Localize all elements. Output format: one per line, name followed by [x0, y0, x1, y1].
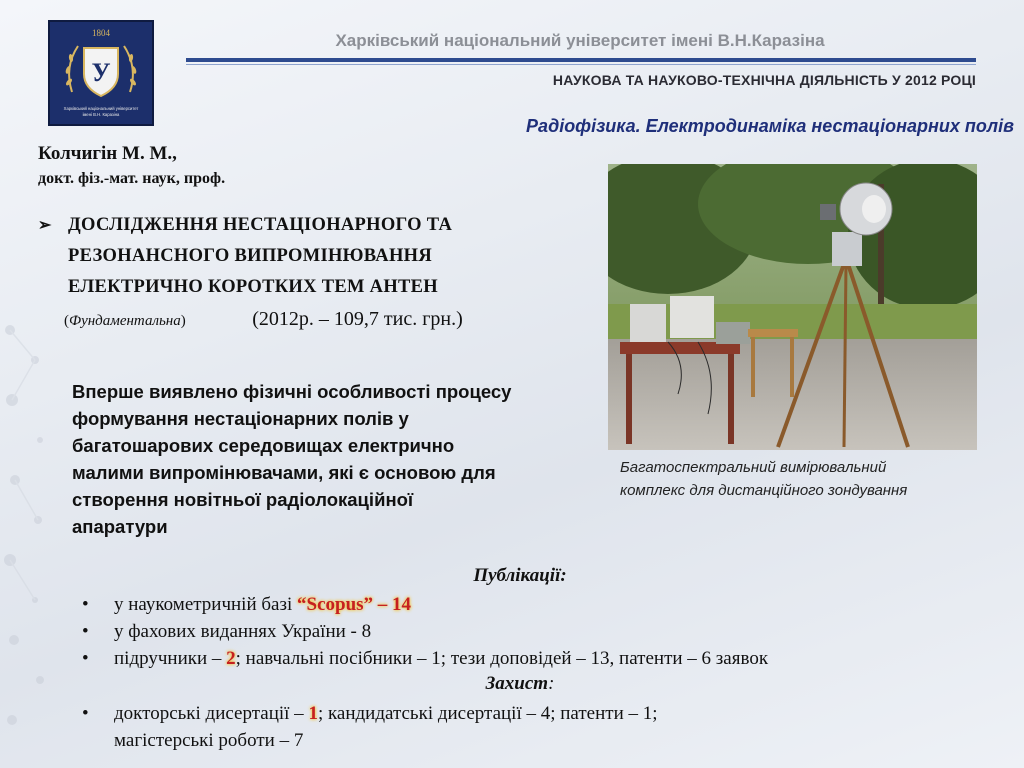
header-rule — [186, 58, 976, 62]
project-type: (Фундаментальна) — [64, 313, 186, 329]
logo-year: 1804 — [92, 28, 110, 38]
research-field-title: Радіофізика. Електродинаміка нестаціонарних полів — [526, 116, 1014, 136]
logo-caption-line2: імені В.Н. Каразіна — [82, 112, 120, 117]
project-title — [38, 210, 578, 303]
funding-amount: (2012р. – 109,7 тис. грн.) — [252, 308, 463, 330]
author-degree: докт. фіз.-мат. наук, проф. — [38, 170, 226, 187]
list-item: • у фахових виданнях України - 8 — [82, 618, 768, 645]
list-item: • у наукометричній базі “Scopus” – 14 — [82, 591, 768, 618]
project-funding — [64, 308, 463, 331]
logo-letter: У — [91, 58, 111, 87]
list-item: • докторські дисертації – 1; кандидатські дисертації – 4; патенти – 1; магістерські роботи – 7 — [82, 700, 658, 754]
list-item: • підручники – 2; навчальні посібники – 1; тези доповідей – 13, патенти – 6 заявок — [82, 645, 768, 672]
university-name: Харківський національний університет імені В.Н.Каразіна — [335, 31, 825, 50]
project-title-line: ЕЛЕКТРИЧНО КОРОТКИХ ТЕМ АНТЕН — [68, 277, 438, 297]
defense-heading: Захист: — [485, 673, 555, 694]
defense-list — [82, 700, 658, 754]
key-finding: Вперше виявлено фізичні особливості процесу формування нестаціонарних полів у багатошарових середовищах електрично малими випромінювачами, які є основою для створення новітньої радіолокаційної апаратури — [72, 381, 512, 537]
header-rule-thin — [186, 64, 976, 65]
section-heading: НАУКОВА ТА НАУКОВО-ТЕХНІЧНА ДІЯЛЬНІСТЬ У 2012 РОЦІ — [552, 72, 976, 88]
equipment-photo — [608, 164, 977, 450]
laurel-shield-icon — [50, 22, 152, 124]
author-name: Колчигін М. М., — [38, 143, 177, 164]
project-title-line: РЕЗОНАНСНОГО ВИПРОМІНЮВАННЯ — [68, 246, 432, 266]
publications-heading: Публікації: — [473, 565, 567, 586]
textbooks-count: 2 — [226, 648, 236, 669]
arrow-bullet-icon: ➢ — [38, 217, 52, 234]
logo-caption-line1: Харківський національний університет — [63, 106, 139, 111]
project-title-line: ДОСЛІДЖЕННЯ НЕСТАЦІОНАРНОГО ТА — [68, 215, 453, 235]
photo-caption: Багатоспектральний вимірювальний комплекс для дистанційного зондування — [620, 459, 908, 499]
university-logo — [48, 20, 154, 126]
publications-list — [82, 591, 768, 672]
doctoral-count: 1 — [308, 703, 318, 724]
scopus-count: “Scopus” – 14 — [297, 594, 412, 615]
